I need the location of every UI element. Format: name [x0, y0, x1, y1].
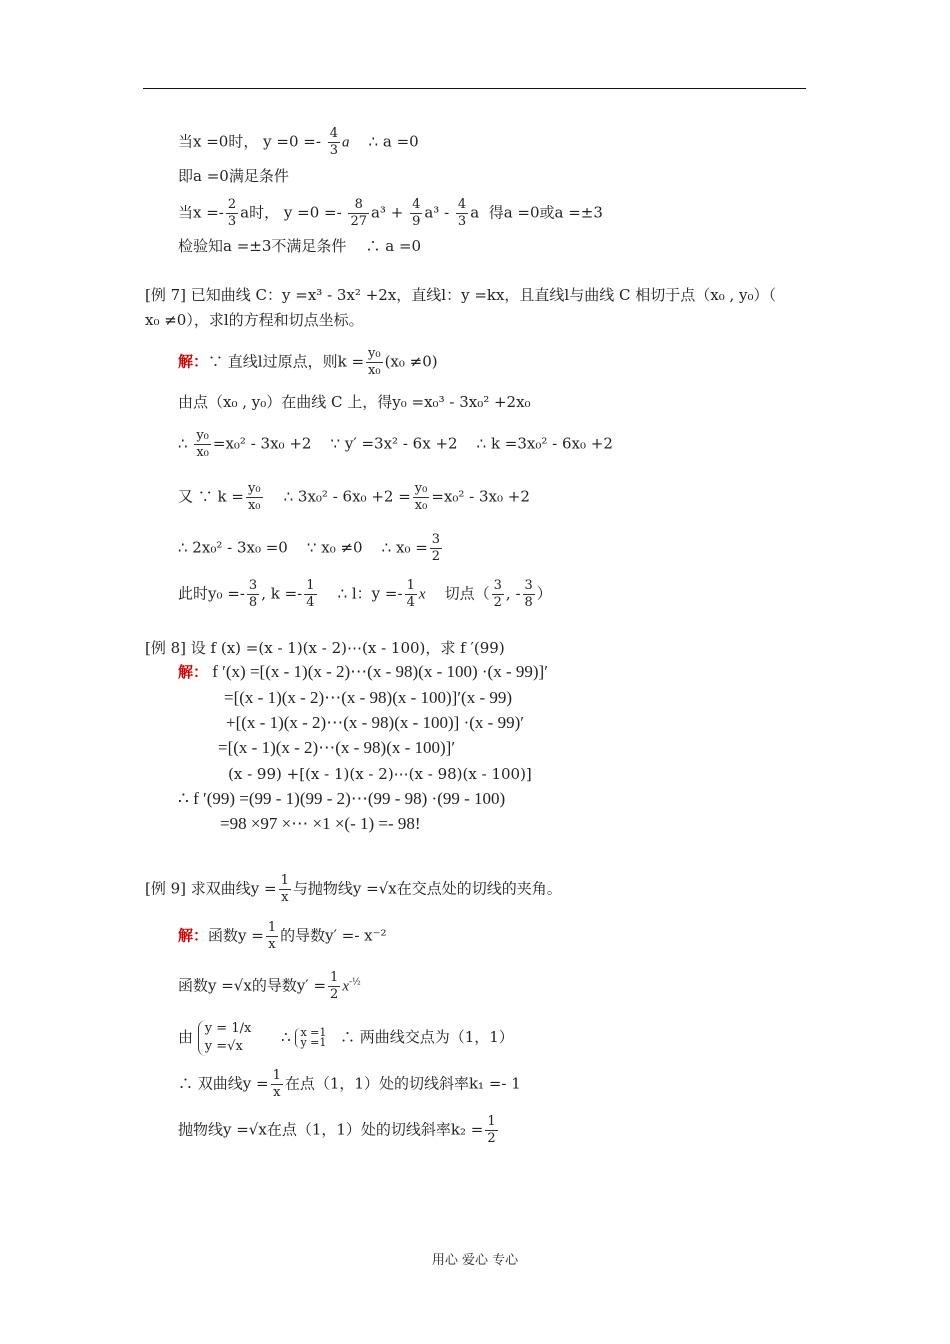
- case-line-3: [178, 197, 603, 230]
- fraction: $\frac{\text{y₀}}{\text{x₀}}$: [196, 428, 209, 460]
- text: f ′(x) =[(x - 1)(x - 2)⋯(x - 98)(x - 100) ·(x - 99)]′: [212, 662, 548, 681]
- solution-7-line-1: [178, 346, 438, 379]
- solution-9-line-4: [178, 1068, 521, 1101]
- text: ）: [536, 584, 552, 603]
- solution-8-line-7: =98 ×97 ×⋯ ×1 ×(- 1) =- 98!: [220, 814, 421, 833]
- fraction: $\frac{1}{2}$: [487, 1114, 496, 1146]
- text: 函数y =√x的导数y′ =: [178, 976, 327, 995]
- solution-8-line-5: (x - 99) +[(x - 1)(x - 2)⋯(x - 98)(x - 100)]: [228, 765, 532, 783]
- text: y =0 =-: [263, 132, 321, 151]
- fraction: $\frac{4}{9}$: [412, 197, 421, 229]
- text: 当x =-: [178, 203, 224, 222]
- text: ∵ x₀ ≠0: [306, 538, 363, 557]
- solution-9-line-1: [178, 920, 387, 953]
- fraction: $\frac{2}{3}$: [227, 197, 237, 229]
- text: ∴ 两曲线交点为（1，1）: [339, 1028, 514, 1046]
- text: ∴ l：y =-: [337, 584, 403, 603]
- text: 由: [178, 1028, 194, 1046]
- text: 函数y =: [208, 926, 264, 945]
- text: y =0 =-: [283, 203, 342, 222]
- solution-label: 解：: [178, 665, 209, 681]
- text: a³ -: [424, 203, 450, 222]
- header-rule: [143, 88, 806, 89]
- solution-9-line-3: [178, 1020, 514, 1056]
- fraction: $\frac{1}{x}$: [280, 873, 289, 905]
- text: 检验知a =±3不满足条件: [178, 237, 347, 255]
- solution-label: 解：: [178, 926, 209, 945]
- solution-9-line-5: [178, 1114, 500, 1147]
- text: x: [342, 978, 349, 995]
- text: ∵ y′ =3x² - 6x +2: [330, 434, 458, 453]
- text: ∴ a =0: [365, 237, 422, 255]
- text: ∴: [178, 434, 188, 453]
- fraction: $\frac{3}{2}$: [431, 532, 441, 564]
- example-7-heading-cont: x₀ ≠0），求l的方程和切点坐标。: [145, 311, 364, 329]
- fraction: $\frac{4}{3}$: [329, 126, 338, 158]
- text: ∴ 2x₀² - 3x₀ =0: [178, 538, 288, 557]
- solution-8-line-1: [178, 662, 548, 683]
- text: 切点（: [444, 584, 490, 603]
- text: 在点（1，1）处的切线斜率k₁ =- 1: [284, 1074, 521, 1093]
- solution-7-line-5: [178, 532, 444, 565]
- solution-9-line-2: [178, 970, 361, 1003]
- example-7-heading: [例 7] 已知曲线 C：y =x³ - 3x² +2x，直线l：y =kx，且直线l与曲线 C 相切于点（x₀ , y₀）（: [145, 286, 777, 304]
- equation-system: y = 1/x y =√x: [198, 1020, 258, 1056]
- solution-system: x =1 y =1: [295, 1028, 330, 1048]
- text: a: [341, 134, 350, 151]
- text: x: [418, 586, 426, 603]
- fraction: $\frac{1}{x}$: [272, 1068, 281, 1100]
- text: , -: [505, 584, 521, 603]
- text: a时，: [240, 203, 280, 222]
- solution-7-line-2: 由点（x₀ , y₀）在曲线 C 上，得y₀ =x₀³ - 3x₀² +2x₀: [178, 393, 531, 411]
- solution-7-line-3: [178, 428, 613, 461]
- fraction: $\frac{1}{4}$: [306, 578, 315, 610]
- fraction: $\frac{\text{y₀}}{\text{x₀}}$: [368, 346, 381, 378]
- fraction: $\frac{\text{y₀}}{\text{x₀}}$: [414, 481, 428, 513]
- text: 当: [178, 132, 194, 151]
- text: a: [470, 203, 480, 222]
- fraction: $\frac{1}{2}$: [330, 970, 339, 1002]
- exponent: -½: [349, 977, 361, 988]
- case-line-4: [178, 236, 421, 256]
- case-line-1: [178, 126, 419, 159]
- fraction: $\frac{1}{x}$: [267, 920, 277, 952]
- fraction: $\frac{\text{y₀}}{\text{x₀}}$: [247, 481, 261, 513]
- text: , k =-: [261, 584, 303, 603]
- text: 此时y₀ =-: [178, 584, 245, 603]
- fraction: $\frac{8}{27}$: [350, 197, 367, 229]
- text: 的导数y′ =- x⁻²: [280, 926, 387, 945]
- text: 又 ∵ k =: [178, 487, 244, 506]
- example-9-heading: [145, 873, 562, 906]
- text: (x₀ ≠0): [384, 352, 438, 371]
- text: ∴ a =0: [368, 132, 419, 151]
- solution-7-line-4: [178, 481, 530, 514]
- text: ∴ 双曲线y =: [178, 1074, 269, 1093]
- fraction: $\frac{4}{3}$: [457, 197, 467, 229]
- solution-8-line-3: +[(x - 1)(x - 2)⋯(x - 98)(x - 100)] ·(x - 99)′: [226, 713, 524, 732]
- example-8-heading: [例 8] 设 f (x) =(x - 1)(x - 2)⋯(x - 100)，求 f ′(99): [145, 639, 505, 657]
- solution-7-line-6: [178, 578, 552, 611]
- text: a³ +: [370, 203, 404, 222]
- text: 与抛物线y =√x在交点处的切线的夹角。: [292, 879, 562, 898]
- page-footer: 用心 爱心 专心: [431, 1253, 519, 1268]
- fraction: $\frac{3}{8}$: [248, 578, 258, 610]
- text: 抛物线y =√x在点（1，1）处的切线斜率k₂ =: [178, 1120, 484, 1139]
- text: ∴ 3x₀² - 6x₀ +2 =: [283, 487, 411, 506]
- fraction: $\frac{3}{2}$: [493, 578, 502, 610]
- solution-8-line-2: =[(x - 1)(x - 2)⋯(x - 98)(x - 100)]′(x - 99): [224, 688, 513, 707]
- fraction: $\frac{1}{4}$: [406, 578, 415, 610]
- text: [例 9] 求双曲线y =: [145, 879, 277, 898]
- text: =x₀² - 3x₀ +2: [431, 487, 530, 506]
- text: 得a =0或a =±3: [488, 203, 603, 222]
- text: ∵ 直线l过原点，则k =: [208, 352, 365, 371]
- text: ∴: [281, 1028, 291, 1046]
- case-line-2: 即a =0满足条件: [178, 167, 289, 185]
- text: ∴ x₀ =: [381, 538, 428, 557]
- text: ∴ k =3x₀² - 6x₀ +2: [476, 434, 613, 453]
- solution-label: 解：: [178, 352, 209, 371]
- solution-8-line-6: ∴ f ′(99) =(99 - 1)(99 - 2)⋯(99 - 98) ·(99 - 100): [178, 789, 506, 808]
- text: =x₀² - 3x₀ +2: [212, 434, 312, 453]
- solution-8-line-4: =[(x - 1)(x - 2)⋯(x - 98)(x - 100)]′: [218, 738, 456, 757]
- fraction: $\frac{3}{8}$: [524, 578, 533, 610]
- text: x =0时，: [193, 132, 259, 151]
